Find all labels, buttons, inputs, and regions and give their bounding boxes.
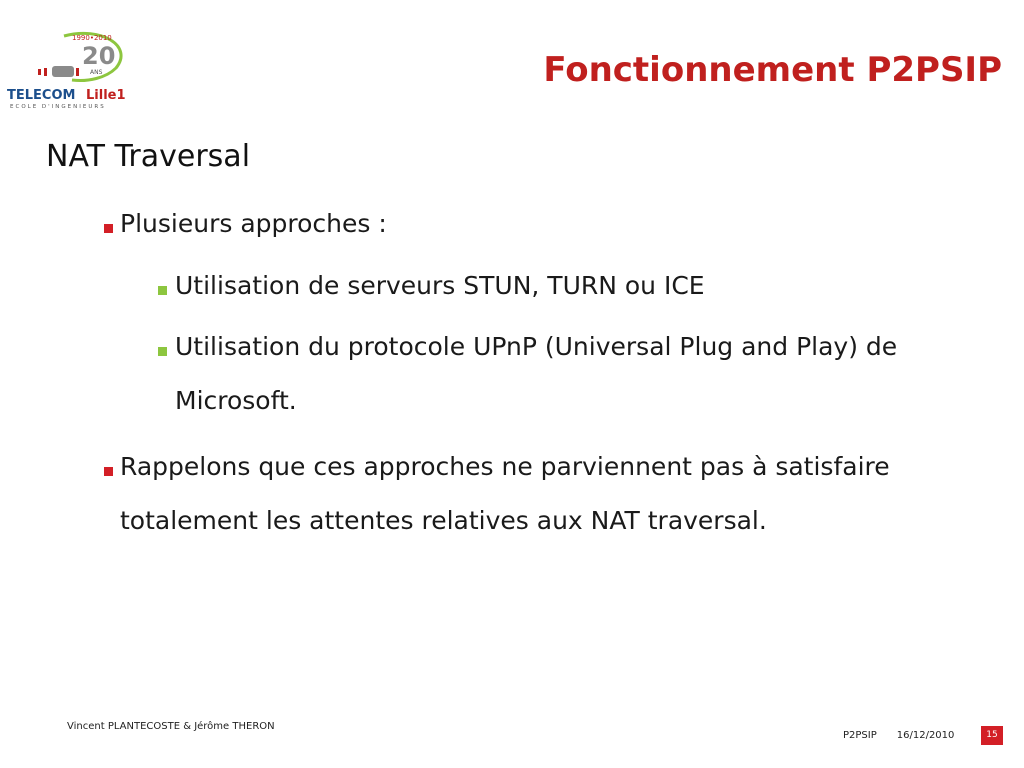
footer-info — [843, 730, 954, 741]
bullet-level2 — [158, 271, 988, 313]
bullet-level1 — [104, 452, 984, 548]
logo-brand-subtitle: ECOLE D'INGENIEURS — [10, 104, 106, 110]
square-bullet-icon — [158, 347, 167, 356]
bullet-level1 — [104, 209, 387, 251]
bullet-text: Plusieurs approches : — [120, 209, 387, 238]
logo-brand-main: TELECOM — [7, 88, 76, 103]
square-bullet-icon — [158, 286, 167, 295]
slide-title: Fonctionnement P2PSIP — [543, 50, 1002, 90]
logo-anniversary-number: 20 — [82, 42, 116, 70]
footer-topic: P2PSIP — [843, 730, 877, 741]
logo-years: 1990•2010 — [72, 34, 112, 42]
telecom-lille1-logo — [6, 28, 140, 118]
footer-date: 16/12/2010 — [896, 730, 955, 741]
section-heading: NAT Traversal — [46, 139, 251, 174]
bullet-text: Utilisation du protocole UPnP (Universal Plug and Play) de Microsoft. — [175, 332, 898, 415]
square-bullet-icon — [104, 467, 113, 476]
logo-anniversary-label: ANS — [90, 69, 103, 76]
page-number-badge: 15 — [981, 726, 1003, 745]
square-bullet-icon — [104, 224, 113, 233]
logo-dots — [38, 66, 79, 77]
bullet-level2 — [158, 332, 988, 428]
bullet-text: Rappelons que ces approches ne parviennent pas à satisfaire totalement les attentes relatives aux NAT traversal. — [120, 452, 890, 535]
bullet-text: Utilisation de serveurs STUN, TURN ou ICE — [175, 271, 705, 300]
logo-graphic — [6, 28, 140, 118]
logo-brand-accent: Lille1 — [86, 88, 126, 103]
footer-authors: Vincent PLANTECOSTE & Jérôme THERON — [67, 721, 275, 732]
